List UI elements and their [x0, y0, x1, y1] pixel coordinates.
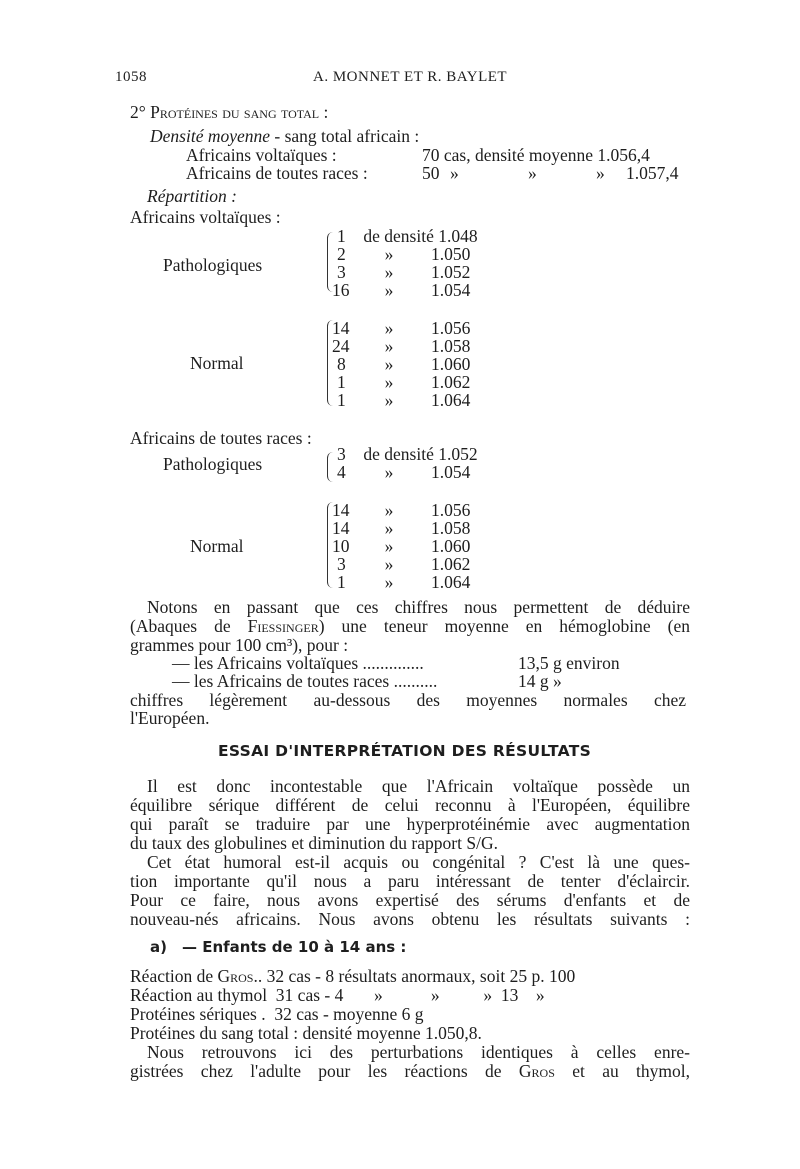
table-row: 2 » 1.050: [337, 244, 471, 264]
section-title: [130, 102, 328, 122]
paragraph-line: gistrées chez l'adulte pour les réactions de Gros et au thymol,: [130, 1061, 691, 1081]
table-row: 14 » 1.056: [332, 318, 471, 338]
page-number: 1058: [115, 69, 147, 85]
table-row: 3 » 1.052: [337, 262, 471, 282]
author-name: Fiessinger: [247, 616, 319, 636]
voltaiques-value-row: 70 cas, densité moyenne 1.056,4: [422, 145, 650, 165]
normal-label: Normal: [190, 536, 244, 556]
toutes-races-value: 1.057,4: [626, 163, 679, 183]
paragraph-line: Pour ce faire, nous avons expertisé des sérums d'enfants et de: [130, 890, 690, 910]
subsection-label: a): [150, 938, 167, 956]
table-row: 3 » 1.062: [337, 554, 471, 574]
table-row: 8 » 1.060: [337, 354, 471, 374]
author-name: Gros: [518, 1061, 555, 1081]
paragraph-line: Nous retrouvons ici des perturbations identiques à celles enre-: [147, 1042, 690, 1062]
normal-label: Normal: [190, 353, 244, 373]
ditto-mark: »: [528, 163, 537, 183]
table-row: 1 de densité 1.048: [337, 226, 478, 246]
paragraph-line: l'Européen.: [130, 708, 210, 728]
pathologiques-label: Pathologiques: [163, 454, 263, 474]
paragraph-line: (Abaques de Fiessinger) une teneur moyenne en hémoglobine (en: [130, 616, 691, 636]
result-row: Réaction de Gros.. 32 cas - 8 résultats anormaux, soit 25 p. 100: [130, 966, 576, 986]
list-item-value: 14 g »: [518, 671, 562, 691]
list-item-value: 13,5 g environ: [518, 653, 620, 673]
toutes-races-subheading: Africains de toutes races :: [130, 428, 312, 448]
paragraph-line: Cet état humoral est-il acquis ou congénital ? C'est là une ques-: [147, 852, 690, 872]
result-row: Protéines sériques . 32 cas - moyenne 6 g: [130, 1004, 424, 1024]
author-name: Gros: [217, 966, 254, 986]
paragraph-line: du taux des globulines et diminution du rapport S/G.: [130, 833, 498, 853]
paragraph-line: nouveau-nés africains. Nous avons obtenu les résultats suivants :: [130, 909, 690, 929]
voltaiques-subheading: Africains voltaïques :: [130, 207, 281, 227]
table-row: 1 » 1.062: [337, 372, 471, 392]
paragraph-line: Il est donc incontestable que l'Africain voltaïque possède un: [147, 776, 690, 796]
ditto-mark: »: [450, 163, 459, 183]
table-row: 14 » 1.058: [332, 518, 471, 538]
subsection-title: — Enfants de 10 à 14 ans :: [182, 938, 407, 956]
paragraph-line: grammes pour 100 cm³), pour :: [130, 635, 349, 655]
densite-moyenne-line: [150, 126, 419, 146]
table-row: 1 » 1.064: [337, 390, 471, 410]
section-heading: ESSAI D'INTERPRÉTATION DES RÉSULTATS: [218, 742, 592, 760]
section-number: 2°: [130, 102, 146, 122]
toutes-races-label-row: Africains de toutes races :: [186, 163, 368, 183]
list-item-label: — les Africains de toutes races ..........: [172, 671, 438, 691]
table-row: 14 » 1.056: [332, 500, 471, 520]
table-row: 16 » 1.054: [332, 280, 471, 300]
table-row: 4 » 1.054: [337, 462, 471, 482]
paragraph-line: tion importante qu'il nous a paru intéressant de tenter d'éclaircir.: [130, 871, 690, 891]
repartition-heading: Répartition :: [147, 186, 237, 206]
section-title-text: Protéines du sang total :: [150, 102, 329, 122]
table-row: 10 » 1.060: [332, 536, 471, 556]
paragraph-line: Notons en passant que ces chiffres nous permettent de déduire: [147, 597, 690, 617]
paragraph-line: qui paraît se traduire par une hyperprotéinémie avec augmentation: [130, 814, 690, 834]
table-row: 24 » 1.058: [332, 336, 471, 356]
densite-moyenne-label: Densité moyenne: [150, 126, 271, 146]
paragraph-line: équilibre sérique différent de celui reconnu à l'Européen, équilibre: [130, 795, 690, 815]
result-row: Réaction au thymol 31 cas - 4 » » » 13 »: [130, 985, 545, 1005]
list-item-label: — les Africains voltaïques ..............: [172, 653, 424, 673]
densite-moyenne-rest: - sang total africain :: [270, 126, 420, 146]
table-row: 1 » 1.064: [337, 572, 471, 592]
toutes-races-count: 50: [422, 163, 440, 183]
table-row: 3 de densité 1.052: [337, 444, 478, 464]
brace: [327, 452, 334, 482]
voltaiques-label-row: Africains voltaïques :: [186, 145, 337, 165]
ditto-mark: »: [596, 163, 605, 183]
paragraph-line: chiffres légèrement au-dessous des moyennes normales chez: [130, 690, 686, 710]
running-header-authors: A. MONNET ET R. BAYLET: [313, 69, 508, 85]
pathologiques-label: Pathologiques: [163, 255, 263, 275]
result-row: Protéines du sang total : densité moyenne 1.050,8.: [130, 1023, 482, 1043]
